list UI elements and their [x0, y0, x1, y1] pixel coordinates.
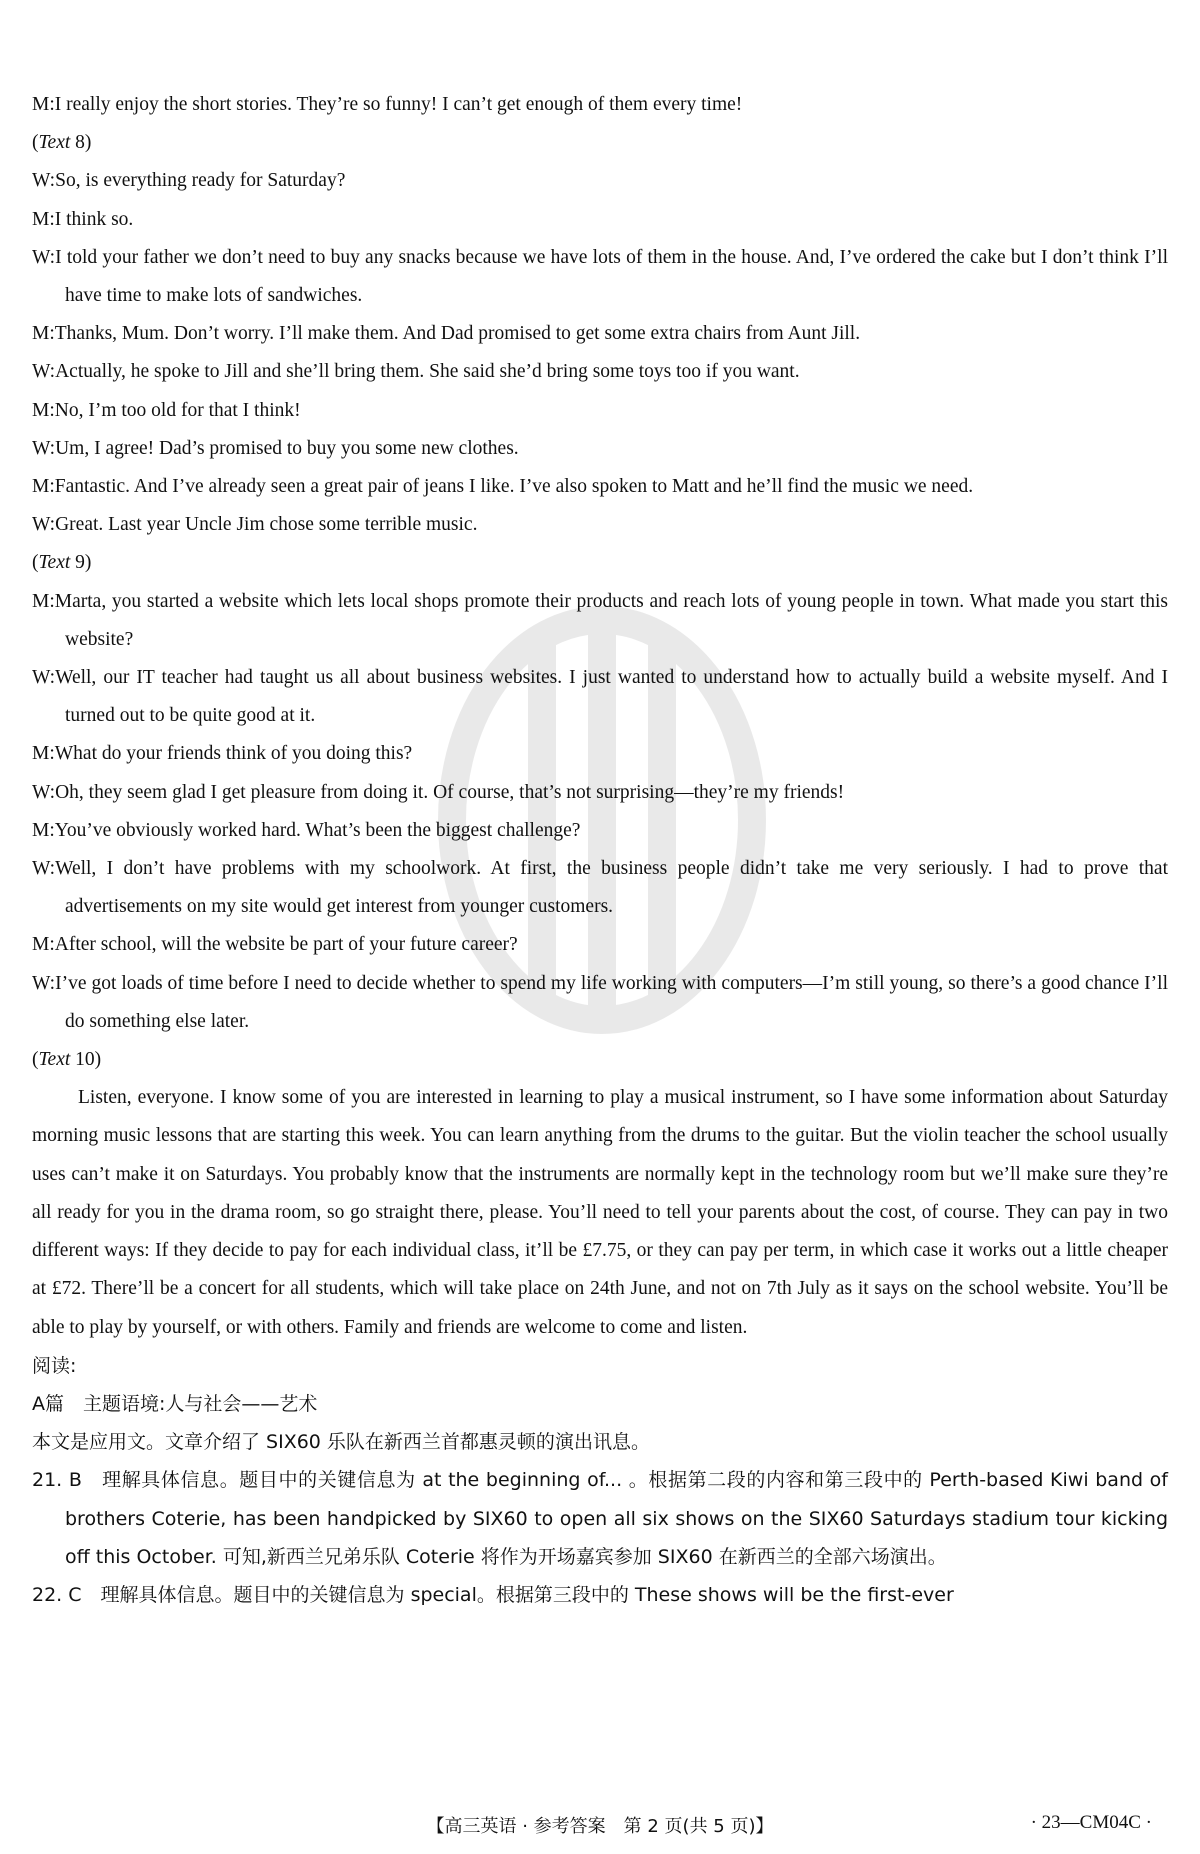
dialogue-line: W:I’ve got loads of time before I need to decide whether to spend my life working with computers—I’m still young, so there’s a good chance I’ll do something else later. [32, 972, 1168, 1032]
dialogue-line: M:Thanks, Mum. Don’t worry. I’ll make them. And Dad promised to get some extra chairs from Aunt Jill. [32, 323, 861, 345]
dialogue-line: W:Well, our IT teacher had taught us all about business websites. I just wanted to understand how to actually build a website myself. And I turned out to be quite good at it. [32, 667, 1168, 727]
dialogue-line: W:Actually, he spoke to Jill and she’ll bring them. She said she’d bring some toys too if you want. [32, 361, 800, 383]
monologue-paragraph: Listen, everyone. I know some of you are interested in learning to play a musical instrument, so I have some information about Saturday morning music lessons that are starting this week. You can learn anything from the drums to the guitar. But the violin teacher the school usually uses can’t make it on Saturdays. You probably know that the instruments are normally kept in the technology room but we’ll make sure they’re all ready for you in the drama room, so go straight there, please. You’ll need to tell your parents about the cost, of course. They can pay in two different ways: If they decide to pay for each individual class, it’ll be £7.75, or they can pay per term, in which case it works out a little cheaper at £72. There’ll be a concert for all students, which will take place on 24th June, and not on 7th July as it says on the school website. You’ll be able to play by yourself, or with others. Family and friends are welcome to come and listen. [32, 1087, 1168, 1338]
dialogue-line: M:Fantastic. And I’ve already seen a great pair of jeans I like. I’ve also spoken to Matt and he’ll find the music we need. [32, 476, 974, 498]
dialogue-line: W:Oh, they seem glad I get pleasure from doing it. Of course, that’s not surprising—they’re my friends! [32, 781, 845, 803]
dialogue-line: M:I really enjoy the short stories. They’re so funny! I can’t get enough of them every time! [32, 94, 743, 115]
footer-page-info: 【高三英语 · 参考答案 第 2 页(共 5 页)】 [426, 1816, 774, 1837]
dialogue-line: M:No, I’m too old for that I think! [32, 399, 301, 421]
dialogue-line: W:Great. Last year Uncle Jim chose some terrible music. [32, 514, 478, 536]
dialogue-line: M:I think so. [32, 208, 134, 230]
page-footer [0, 1812, 1200, 1842]
part-a-heading: A篇 主题语境:人与社会——艺术 [32, 1392, 318, 1415]
reading-heading: 阅读: [32, 1354, 77, 1377]
section-label-text8: (Text 8) [32, 132, 92, 154]
answer-21: 21. B 理解具体信息。题目中的关键信息为 at the beginning of... 。根据第二段的内容和第三段中的 Perth-based Kiwi band of brothers Coterie, has been handpicked by SIX60 to open all six shows on the SIX60 Saturdays stadium tour kicking off this October. 可知,新西兰兄弟乐队 Coterie 将作为开场嘉宾参加 SIX60 在新西兰的全部六场演出。 [32, 1469, 1168, 1568]
dialogue-line: M:After school, will the website be part of your future career? [32, 934, 518, 956]
passage-intro: 本文是应用文。文章介绍了 SIX60 乐队在新西兰首都惠灵顿的演出讯息。 [32, 1431, 650, 1454]
dialogue-line: W:So, is everything ready for Saturday? [32, 170, 346, 192]
footer-code: · 23—CM04C · [1030, 1812, 1152, 1833]
dialogue-line: M:You’ve obviously worked hard. What’s been the biggest challenge? [32, 819, 581, 841]
dialogue-line: M:What do your friends think of you doing this? [32, 743, 413, 765]
section-label-text10: (Text 10) [32, 1049, 102, 1071]
dialogue-line: W:Um, I agree! Dad’s promised to buy you some new clothes. [32, 437, 519, 459]
answer-page [32, 86, 1168, 1614]
section-label-text9: (Text 9) [32, 552, 92, 574]
dialogue-line: M:Marta, you started a website which lets local shops promote their products and reach lots of young people in town. What made you start this website? [32, 590, 1168, 650]
dialogue-line: W:Well, I don’t have problems with my schoolwork. At first, the business people didn’t take me very seriously. I had to prove that advertisements on my site would get interest from younger customers. [32, 858, 1168, 918]
answer-22: 22. C 理解具体信息。题目中的关键信息为 special。根据第三段中的 These shows will be the first-ever [32, 1583, 954, 1606]
dialogue-line: W:I told your father we don’t need to buy any snacks because we have lots of them in the house. And, I’ve ordered the cake but I don’t think I’ll have time to make lots of sandwiches. [32, 246, 1168, 307]
